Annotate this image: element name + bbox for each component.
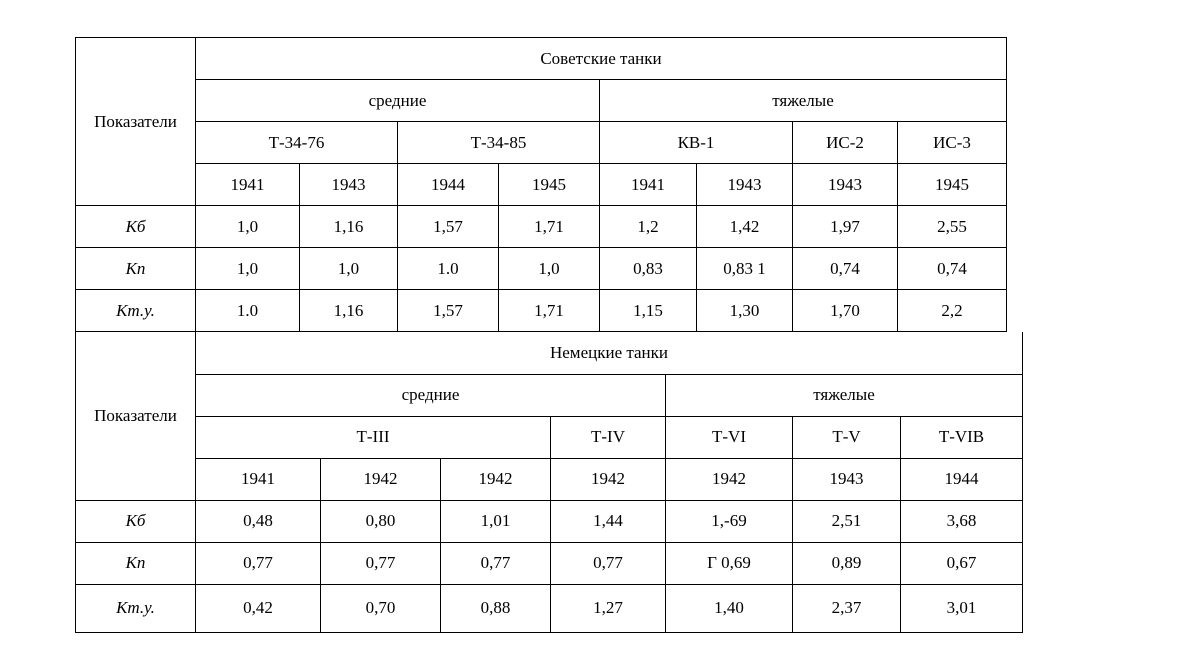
model-t5: Т-V <box>793 416 901 458</box>
table-row <box>76 248 1007 290</box>
value-cell: 2,2 <box>898 290 1007 332</box>
value-cell: 1,0 <box>196 206 300 248</box>
german-tanks-title: Немецкие танки <box>196 332 1023 374</box>
indicator-header: Показатели <box>76 332 196 500</box>
value-cell: 2,55 <box>898 206 1007 248</box>
value-cell: 0,83 <box>600 248 697 290</box>
value-cell: 1,15 <box>600 290 697 332</box>
year-cell: 1942 <box>321 458 441 500</box>
value-cell: 0,88 <box>441 584 551 632</box>
year-cell: 1942 <box>666 458 793 500</box>
value-cell: 1,16 <box>300 206 398 248</box>
table-row <box>76 206 1007 248</box>
value-cell: 1,-69 <box>666 500 793 542</box>
value-cell: 1,57 <box>398 290 499 332</box>
class-medium: средние <box>196 80 600 122</box>
year-cell: 1941 <box>600 164 697 206</box>
class-medium: средние <box>196 374 666 416</box>
value-cell: 1,57 <box>398 206 499 248</box>
value-cell: 1,30 <box>697 290 793 332</box>
class-heavy: тяжелые <box>666 374 1023 416</box>
class-heavy: тяжелые <box>600 80 1007 122</box>
value-cell: 0,70 <box>321 584 441 632</box>
german-tanks-table <box>75 332 1023 633</box>
value-cell: 1,42 <box>697 206 793 248</box>
year-cell: 1943 <box>793 458 901 500</box>
year-cell: 1943 <box>300 164 398 206</box>
model-t6b: Т-VIB <box>901 416 1023 458</box>
value-cell: 0,74 <box>793 248 898 290</box>
year-cell: 1944 <box>398 164 499 206</box>
row-label: Кб <box>76 206 196 248</box>
soviet-tanks-title: Советские танки <box>196 38 1007 80</box>
value-cell: 0,42 <box>196 584 321 632</box>
year-cell: 1941 <box>196 458 321 500</box>
value-cell: 1,97 <box>793 206 898 248</box>
value-cell: 0,48 <box>196 500 321 542</box>
value-cell: 1,70 <box>793 290 898 332</box>
value-cell: 1.0 <box>196 290 300 332</box>
value-cell: 1,40 <box>666 584 793 632</box>
model-is3: ИС-3 <box>898 122 1007 164</box>
value-cell: 3,01 <box>901 584 1023 632</box>
value-cell: 1.0 <box>398 248 499 290</box>
value-cell: 1,27 <box>551 584 666 632</box>
value-cell: 1,44 <box>551 500 666 542</box>
year-cell: 1945 <box>499 164 600 206</box>
model-t34-76: Т-34-76 <box>196 122 398 164</box>
value-cell: 0,80 <box>321 500 441 542</box>
value-cell: 3,68 <box>901 500 1023 542</box>
row-label: Кт.у. <box>76 290 196 332</box>
value-cell: 1,71 <box>499 290 600 332</box>
model-t4: Т-IV <box>551 416 666 458</box>
year-cell: 1943 <box>697 164 793 206</box>
model-t34-85: Т-34-85 <box>398 122 600 164</box>
value-cell: 1,0 <box>300 248 398 290</box>
year-cell: 1942 <box>441 458 551 500</box>
value-cell: Г 0,69 <box>666 542 793 584</box>
year-cell: 1943 <box>793 164 898 206</box>
value-cell: 2,37 <box>793 584 901 632</box>
table-row <box>76 542 1023 584</box>
row-label: Кб <box>76 500 196 542</box>
table-row <box>76 500 1023 542</box>
value-cell: 1,16 <box>300 290 398 332</box>
value-cell: 0,74 <box>898 248 1007 290</box>
value-cell: 1,0 <box>196 248 300 290</box>
year-cell: 1941 <box>196 164 300 206</box>
table-row <box>76 290 1007 332</box>
value-cell: 0,77 <box>321 542 441 584</box>
value-cell: 1,01 <box>441 500 551 542</box>
value-cell: 0,77 <box>551 542 666 584</box>
value-cell: 1,0 <box>499 248 600 290</box>
value-cell: 2,51 <box>793 500 901 542</box>
value-cell: 0,67 <box>901 542 1023 584</box>
year-cell: 1942 <box>551 458 666 500</box>
indicator-header: Показатели <box>76 38 196 206</box>
value-cell: 1,2 <box>600 206 697 248</box>
row-label: Кп <box>76 542 196 584</box>
model-is2: ИС-2 <box>793 122 898 164</box>
table-row <box>76 584 1023 632</box>
model-t6: Т-VI <box>666 416 793 458</box>
soviet-tanks-table <box>75 37 1007 332</box>
year-cell: 1944 <box>901 458 1023 500</box>
value-cell: 0,77 <box>196 542 321 584</box>
model-kv1: КВ-1 <box>600 122 793 164</box>
model-t3: Т-III <box>196 416 551 458</box>
value-cell: 0,83 1 <box>697 248 793 290</box>
year-cell: 1945 <box>898 164 1007 206</box>
row-label: Кп <box>76 248 196 290</box>
value-cell: 0,89 <box>793 542 901 584</box>
value-cell: 0,77 <box>441 542 551 584</box>
value-cell: 1,71 <box>499 206 600 248</box>
row-label: Кт.у. <box>76 584 196 632</box>
